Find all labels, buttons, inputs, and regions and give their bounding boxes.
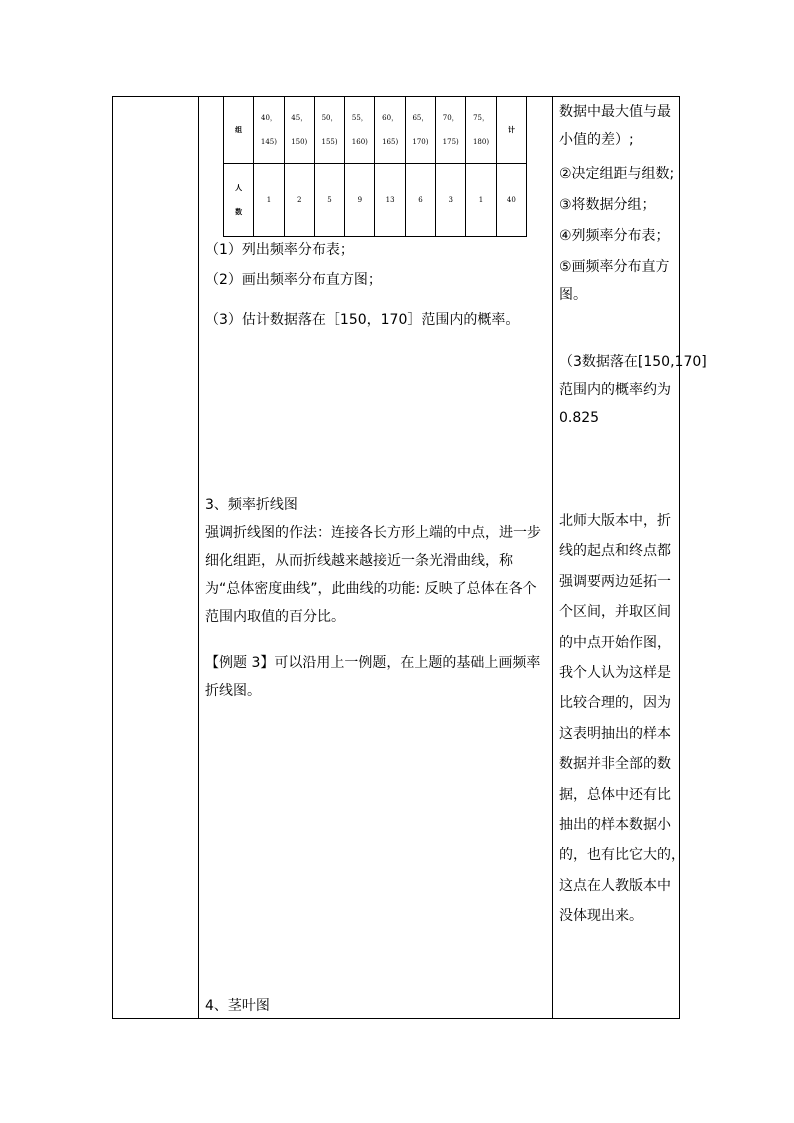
frequency-data-table bbox=[223, 96, 527, 237]
group-header-cell: 组 bbox=[224, 97, 254, 164]
question-2: （2）画出频率分布直方图； bbox=[205, 272, 382, 288]
right-note-line: 强调要两边延拓一 bbox=[559, 573, 671, 590]
total-header-cell: 计 bbox=[496, 97, 526, 164]
right-note-line: 这表明抽出的样本 bbox=[559, 725, 671, 742]
question-3: （3）估计数据落在［150，170］范围内的概率。 bbox=[205, 312, 520, 328]
right-note-line: 线的起点和终点都 bbox=[559, 543, 671, 560]
total-count-cell: 40 bbox=[496, 164, 526, 237]
range-cell: 50， 155) bbox=[314, 97, 344, 164]
column-divider-right bbox=[552, 97, 553, 1018]
right-step-line: 小值的差）; bbox=[559, 132, 634, 148]
count-cell: 5 bbox=[314, 164, 344, 237]
right-note-line: 这点在人教版本中 bbox=[559, 877, 671, 894]
section-4-title: 4、茎叶图 bbox=[205, 998, 270, 1014]
right-note-line: 抽出的样本数据小 bbox=[559, 817, 671, 834]
right-step-line: ②决定组距与组数; bbox=[559, 166, 675, 182]
right-step-line: ④列频率分布表； bbox=[559, 228, 670, 244]
right-answer-line: 范围内的概率约为 bbox=[559, 382, 671, 398]
range-cell: 75， 180) bbox=[466, 97, 496, 164]
count-cell: 1 bbox=[254, 164, 284, 237]
right-answer bbox=[559, 348, 707, 432]
right-answer-line: 0.825 bbox=[559, 410, 600, 426]
right-note-line: 北师大版本中，折 bbox=[559, 513, 671, 529]
right-note bbox=[559, 506, 685, 932]
count-cell: 13 bbox=[375, 164, 405, 237]
right-step-line: 图。 bbox=[559, 287, 587, 303]
range-cell: 40， 145) bbox=[254, 97, 284, 164]
right-step-line: ③将数据分组； bbox=[559, 197, 656, 213]
section-3-body: 强调折线图的作法：连接各长方形上端的中点，进一步细化组距，从而折线越来越接近一条光滑曲线，称为“总体密度曲线”，此曲线的功能: 反映了总体在各个范围内取值的百分比。 bbox=[205, 525, 541, 625]
range-cell: 65， 170) bbox=[405, 97, 435, 164]
count-row bbox=[224, 164, 527, 237]
count-header-cell: 人 数 bbox=[224, 164, 254, 237]
range-cell: 55， 160) bbox=[345, 97, 375, 164]
column-divider-left bbox=[198, 97, 199, 1018]
right-note-line: 的，也有比它大的， bbox=[559, 847, 685, 864]
range-cell: 60， 165) bbox=[375, 97, 405, 164]
right-note-line: 个区间，并取区间 bbox=[559, 604, 671, 621]
group-row bbox=[224, 97, 527, 164]
count-cell: 9 bbox=[345, 164, 375, 237]
range-cell: 70， 175) bbox=[436, 97, 466, 164]
count-cell: 6 bbox=[405, 164, 435, 237]
range-cell: 45， 150) bbox=[284, 97, 314, 164]
right-note-line: 据，总体中还有比 bbox=[559, 786, 671, 803]
right-note-line: 比较合理的，因为 bbox=[559, 695, 671, 712]
section-3-title: 3、频率折线图 bbox=[205, 497, 298, 513]
right-step-line: 数据中最大值与最 bbox=[559, 104, 671, 120]
right-note-line: 没体现出来。 bbox=[559, 908, 643, 925]
right-note-line: 数据并非全部的数 bbox=[559, 756, 671, 773]
right-answer-line: （3数据落在[150,170] bbox=[559, 354, 707, 370]
right-note-line: 我个人认为这样是 bbox=[559, 665, 671, 682]
right-note-line: 的中点开始作图， bbox=[559, 634, 671, 651]
count-cell: 2 bbox=[284, 164, 314, 237]
right-steps bbox=[559, 98, 679, 309]
example-3: 【例题 3】可以沿用上一例题，在上题的基础上画频率折线图。 bbox=[205, 655, 541, 699]
count-cell: 3 bbox=[436, 164, 466, 237]
question-1: （1）列出频率分布表； bbox=[205, 242, 354, 258]
right-step-line: ⑤画频率分布直方 bbox=[559, 259, 670, 275]
count-cell: 1 bbox=[466, 164, 496, 237]
